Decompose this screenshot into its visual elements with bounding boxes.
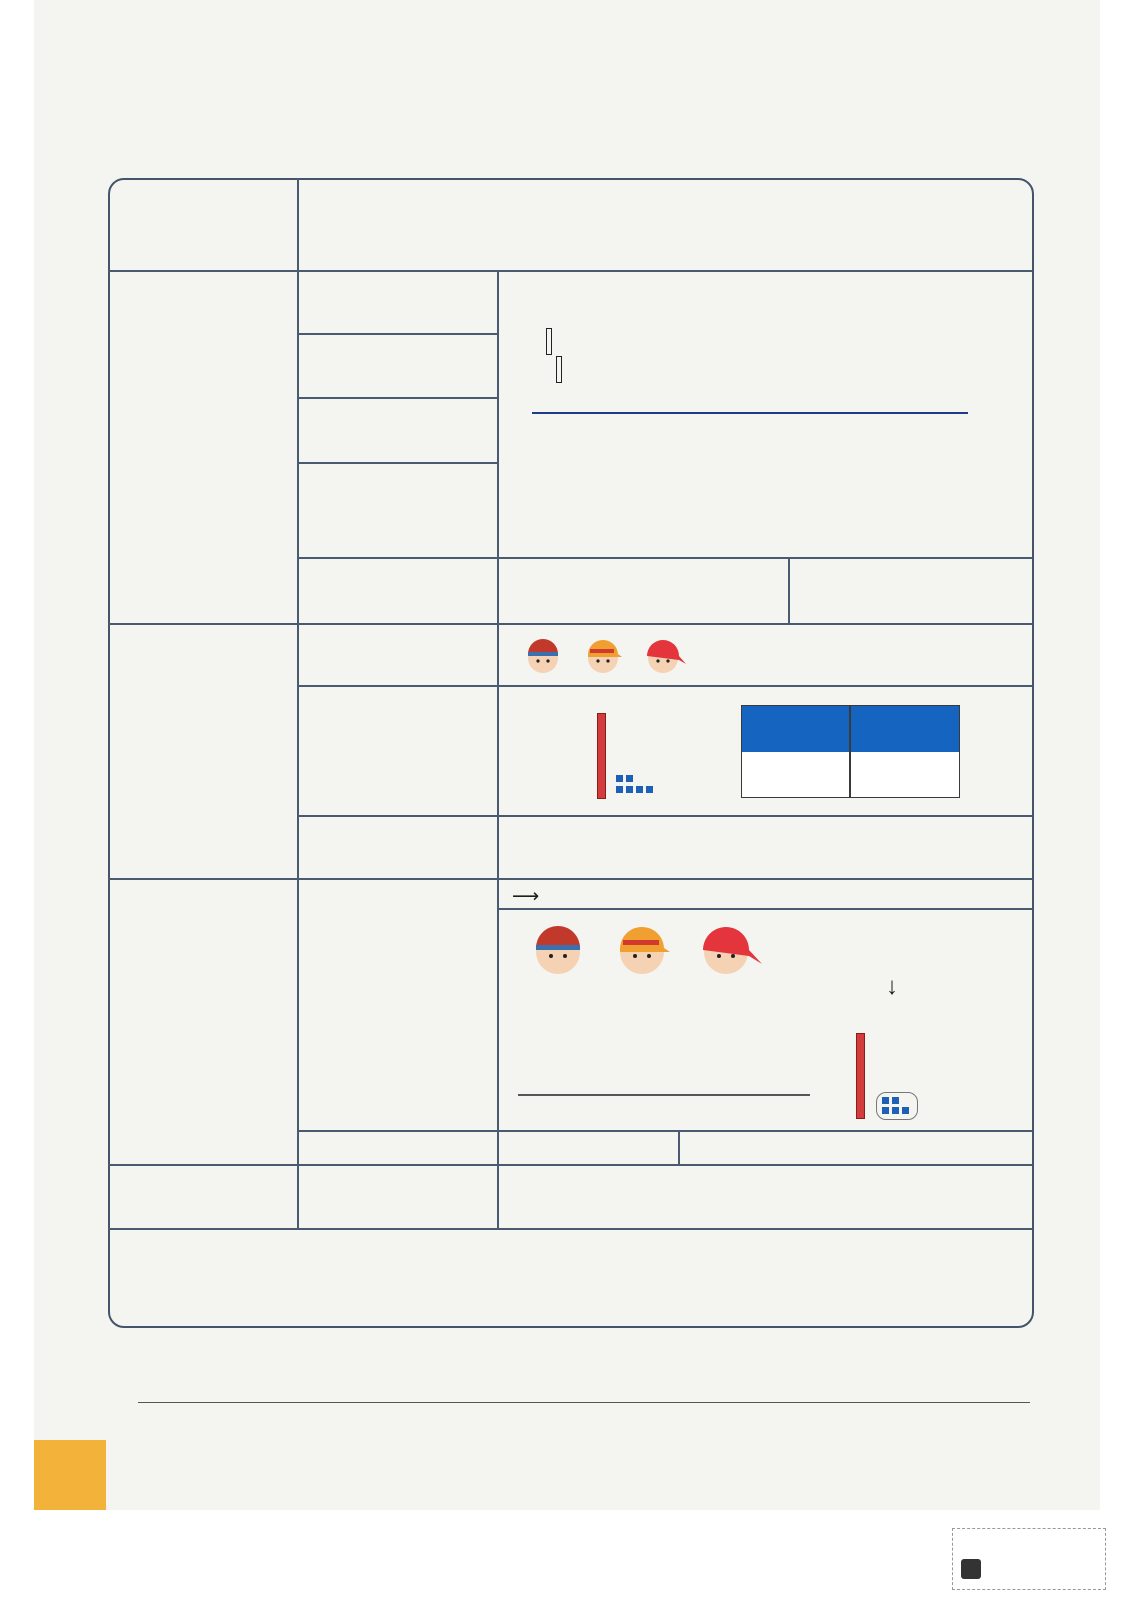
row-divider	[298, 333, 498, 335]
annotated-line-1	[546, 327, 552, 356]
column-divider	[678, 1130, 680, 1164]
athlete-icon	[536, 926, 580, 974]
distribution-illustration	[510, 920, 810, 1120]
boxed-number	[556, 356, 562, 383]
column-divider	[297, 178, 299, 1230]
row-divider	[108, 1228, 1032, 1230]
drawing-illustration	[510, 630, 990, 682]
keyword-quote	[512, 882, 539, 911]
question-underline	[532, 412, 968, 414]
row-divider	[298, 462, 498, 464]
row-divider	[298, 815, 1032, 817]
row-divider	[298, 397, 498, 399]
row-divider	[108, 623, 1032, 625]
row-divider	[298, 557, 1032, 559]
arrow-right-icon: ⟶	[512, 886, 540, 907]
row-divider	[108, 270, 1032, 272]
athlete-icon	[528, 639, 558, 673]
tower-of-15-cubes-icon	[856, 1033, 865, 1119]
column-divider	[497, 270, 499, 1230]
table-header-deportistas	[851, 706, 959, 752]
annotated-line-2	[556, 355, 562, 384]
row-divider	[108, 1164, 1032, 1166]
row-divider	[498, 908, 1032, 910]
tower-of-15-cubes-icon	[597, 713, 606, 799]
row-divider	[298, 1130, 1032, 1132]
camscanner-logo-icon	[961, 1559, 981, 1579]
column-divider	[788, 557, 790, 623]
row-divider	[108, 878, 1032, 880]
athlete-icon	[703, 927, 762, 974]
arrow-down-icon: ↓	[886, 973, 898, 1000]
grouped-cubes-icon	[876, 1092, 918, 1120]
row-divider	[298, 685, 1032, 687]
boxed-number	[546, 328, 552, 355]
athlete-icon	[620, 927, 670, 974]
athlete-icon	[588, 640, 622, 673]
footer-divider	[138, 1402, 1030, 1403]
data-table	[741, 705, 960, 798]
page-tab	[34, 1440, 106, 1510]
table-header-bebidas	[742, 706, 849, 752]
athlete-icon	[647, 640, 686, 673]
scanner-watermark	[952, 1528, 1106, 1590]
